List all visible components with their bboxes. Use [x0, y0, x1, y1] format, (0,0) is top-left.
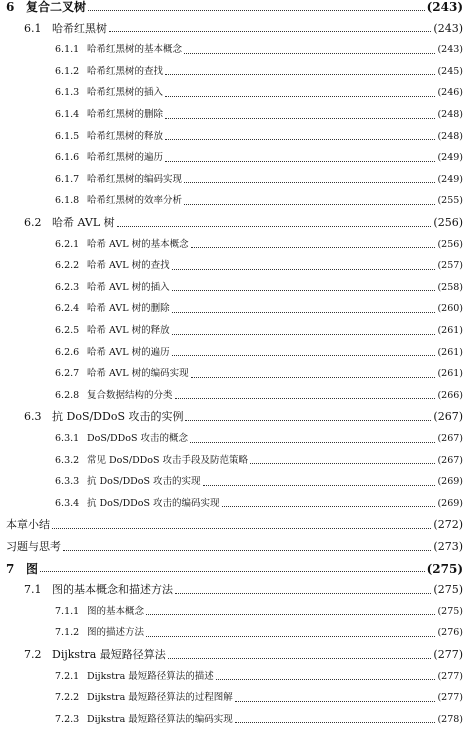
toc-entry-title: 图的基本概念 [87, 605, 145, 617]
toc-entry [0, 367, 467, 381]
dot-leader [203, 485, 436, 486]
toc-entry [0, 151, 467, 165]
toc-entry-number: 7.2.3 [55, 713, 80, 725]
toc-entry-number: 6.2.8 [55, 389, 80, 401]
toc-entry-number: 7.2.1 [55, 670, 80, 682]
toc-entry-page: (267) [437, 454, 463, 466]
dot-leader [172, 355, 436, 356]
dot-leader [191, 377, 436, 378]
toc-entry-number: 6.1.1 [55, 44, 80, 56]
toc-entry [0, 562, 467, 576]
toc-entry [0, 259, 467, 273]
dot-leader [168, 658, 432, 659]
dot-leader [52, 528, 431, 529]
toc-entry-title: 哈希 AVL 树的基本概念 [87, 238, 189, 250]
toc-entry-number: 6.2.4 [55, 303, 80, 315]
dot-leader [165, 96, 435, 97]
toc-entry-title: 哈希红黑树的插入 [87, 87, 164, 99]
toc-entry-page: (256) [437, 238, 463, 250]
toc-entry-page: (258) [437, 281, 463, 293]
toc-entry-page: (277) [437, 692, 463, 704]
toc-entry-title: 哈希红黑树的释放 [87, 130, 164, 142]
toc-entry-title: 抗 DoS/DDoS 攻击的实例 [52, 410, 184, 424]
toc-entry-title: 图的基本概念和描述方法 [52, 583, 173, 597]
toc-entry-title: 本章小结 [6, 518, 50, 532]
toc-entry-page: (243) [426, 0, 463, 14]
toc-entry-page: (272) [433, 518, 463, 532]
toc-entry-title: 哈希红黑树的基本概念 [87, 44, 183, 56]
toc-entry-number: 6.2.6 [55, 346, 80, 358]
toc-entry [0, 238, 467, 252]
toc-entry-number: 6.3 [24, 410, 42, 424]
toc-entry-page: (248) [437, 109, 463, 120]
toc-entry [0, 670, 467, 684]
toc-entry-title: 哈希红黑树的效率分析 [87, 195, 183, 207]
toc-entry-title: DoS/DDoS 攻击的概念 [87, 433, 189, 444]
dot-leader [88, 10, 425, 11]
toc-entry [0, 713, 467, 727]
toc-entry-number: 6.2.1 [55, 238, 80, 250]
toc-entry-title: 复合二叉树 [26, 0, 87, 14]
toc-entry-title: 哈希红黑树 [52, 21, 107, 35]
dot-leader [40, 571, 425, 572]
toc-entry-number: 7.1.1 [55, 605, 80, 617]
toc-entry [0, 302, 467, 316]
toc-entry-title: 哈希 AVL 树 [52, 216, 115, 229]
toc-entry [0, 108, 467, 122]
dot-leader [146, 636, 435, 637]
dot-leader [175, 398, 436, 399]
toc-entry [0, 648, 467, 662]
toc-entry [0, 410, 467, 424]
toc-entry-page: (275) [433, 583, 463, 597]
toc-entry-page: (261) [437, 325, 463, 336]
dot-leader [165, 74, 435, 75]
toc-entry-page: (257) [437, 260, 463, 272]
dot-leader [235, 701, 436, 702]
toc-entry-page: (278) [437, 713, 463, 725]
toc-entry-page: (276) [437, 627, 463, 639]
toc-entry [0, 65, 467, 79]
toc-entry-title: 哈希红黑树的删除 [87, 109, 164, 120]
toc-entry-title: 哈希 AVL 树的查找 [87, 260, 170, 272]
dot-leader [172, 312, 436, 313]
dot-leader [172, 290, 436, 291]
toc-entry-title: 哈希 AVL 树的遍历 [87, 346, 170, 358]
toc-entry-number: 6.2.2 [55, 260, 80, 272]
toc-entry-number: 6.2.5 [55, 325, 80, 336]
toc-entry-number: 6.1.7 [55, 173, 80, 185]
toc-entry-title: 哈希红黑树的查找 [87, 65, 164, 77]
toc-entry [0, 691, 467, 705]
toc-entry-number: 6.1.4 [55, 109, 80, 120]
toc-entry-title: 抗 DoS/DDoS 攻击的编码实现 [87, 497, 220, 509]
toc-entry-title: Dijkstra 最短路径算法 [52, 648, 166, 661]
toc-entry-number: 6.1.2 [55, 65, 80, 77]
toc-entry-title: 哈希红黑树的编码实现 [87, 173, 183, 185]
toc-entry-title: 习题与思考 [6, 540, 61, 553]
toc-entry-number: 6.2 [24, 216, 42, 229]
toc-entry-number: 6.1.5 [55, 130, 80, 142]
toc-entry-number: 6.3.1 [55, 433, 80, 444]
toc-entry [0, 173, 467, 187]
toc-entry-number: 6.2.3 [55, 281, 80, 293]
toc-entry [0, 86, 467, 100]
dot-leader [222, 506, 436, 507]
toc-entry-page: (256) [433, 216, 463, 229]
dot-leader [250, 463, 435, 464]
dot-leader [235, 722, 436, 723]
toc-entry-title: Dijkstra 最短路径算法的过程图解 [87, 692, 233, 704]
toc-entry [0, 216, 467, 230]
toc-entry [0, 454, 467, 468]
toc-entry-title: 哈希红黑树的遍历 [87, 152, 164, 164]
toc-entry-number: 6.1.8 [55, 195, 80, 207]
dot-leader [191, 247, 436, 248]
toc-entry [0, 475, 467, 489]
toc-entry-number: 6.3.3 [55, 476, 80, 488]
toc-entry-number: 7 [6, 561, 15, 576]
toc-entry-title: 图的描述方法 [87, 627, 145, 639]
toc-entry-page: (249) [437, 152, 463, 164]
toc-entry [0, 281, 467, 295]
toc-entry-title: Dijkstra 最短路径算法的编码实现 [87, 713, 233, 725]
toc-entry-number: 6.3.2 [55, 454, 80, 466]
toc-entry-number: 7.1 [24, 583, 42, 597]
toc-entry-title: 哈希 AVL 树的插入 [87, 281, 170, 293]
toc-entry [0, 43, 467, 57]
dot-leader [175, 593, 431, 594]
toc-entry [0, 432, 467, 446]
dot-leader [165, 118, 435, 119]
toc-entry [0, 346, 467, 360]
dot-leader [172, 269, 436, 270]
toc-entry-title: 哈希 AVL 树的释放 [87, 325, 170, 336]
dot-leader [165, 139, 435, 140]
toc-entry-title: 哈希 AVL 树的编码实现 [87, 368, 189, 380]
toc-entry [0, 389, 467, 403]
toc-entry-number: 6.1 [24, 21, 42, 35]
dot-leader [184, 53, 435, 54]
toc-entry-number: 6 [6, 0, 15, 14]
toc-entry-page: (267) [437, 433, 463, 444]
toc-entry-title: 复合数据结构的分类 [87, 389, 173, 401]
toc-entry-page: (277) [433, 648, 463, 661]
toc-entry-page: (260) [437, 303, 463, 315]
dot-leader [216, 679, 436, 680]
toc-entry-page: (243) [437, 44, 463, 56]
toc-entry-title: 抗 DoS/DDoS 攻击的实现 [87, 476, 201, 488]
toc-entry-page: (245) [437, 65, 463, 77]
toc-entry-page: (275) [426, 561, 463, 576]
toc-entry [0, 22, 467, 36]
toc-entry-page: (277) [437, 670, 463, 682]
toc-entry-title: Dijkstra 最短路径算法的描述 [87, 670, 214, 682]
toc-entry [0, 626, 467, 640]
toc-entry-page: (249) [437, 173, 463, 185]
toc-entry-page: (266) [437, 389, 463, 401]
toc-entry-title: 图 [26, 561, 39, 576]
toc-entry-page: (261) [437, 346, 463, 358]
toc-entry [0, 497, 467, 511]
toc-entry-page: (269) [437, 497, 463, 509]
toc-entry-number: 6.2.7 [55, 368, 80, 380]
toc-entry-page: (267) [433, 410, 463, 424]
dot-leader [109, 31, 431, 32]
dot-leader [190, 442, 435, 443]
dot-leader [63, 550, 431, 551]
dot-leader [184, 182, 435, 183]
toc-entry [0, 0, 467, 14]
toc-entry [0, 583, 467, 597]
toc-entry [0, 605, 467, 619]
toc-entry-page: (269) [437, 476, 463, 488]
toc-entry-page: (261) [437, 368, 463, 380]
toc-entry-number: 7.2 [24, 648, 42, 661]
dot-leader [117, 226, 432, 227]
toc-entry-number: 7.1.2 [55, 627, 80, 639]
toc-entry-page: (255) [437, 195, 463, 207]
toc-entry-number: 6.1.6 [55, 152, 80, 164]
dot-leader [184, 204, 435, 205]
toc-entry-page: (248) [437, 130, 463, 142]
toc-entry-page: (275) [437, 605, 463, 617]
dot-leader [165, 161, 435, 162]
toc-entry [0, 130, 467, 144]
toc-entry-number: 6.1.3 [55, 87, 80, 99]
toc-entry [0, 518, 467, 532]
toc-entry-title: 哈希 AVL 树的删除 [87, 303, 170, 315]
toc-entry-title: 常见 DoS/DDoS 攻击手段及防范策略 [87, 454, 249, 466]
toc-entry [0, 324, 467, 338]
dot-leader [185, 420, 431, 421]
toc-entry-page: (243) [433, 21, 463, 35]
toc-entry-page: (246) [437, 87, 463, 99]
toc-entry [0, 540, 467, 554]
dot-leader [146, 614, 435, 615]
toc-entry-number: 7.2.2 [55, 692, 80, 704]
toc-entry-number: 6.3.4 [55, 497, 80, 509]
toc-entry [0, 194, 467, 208]
dot-leader [172, 334, 436, 335]
toc-entry-page: (273) [433, 540, 463, 553]
